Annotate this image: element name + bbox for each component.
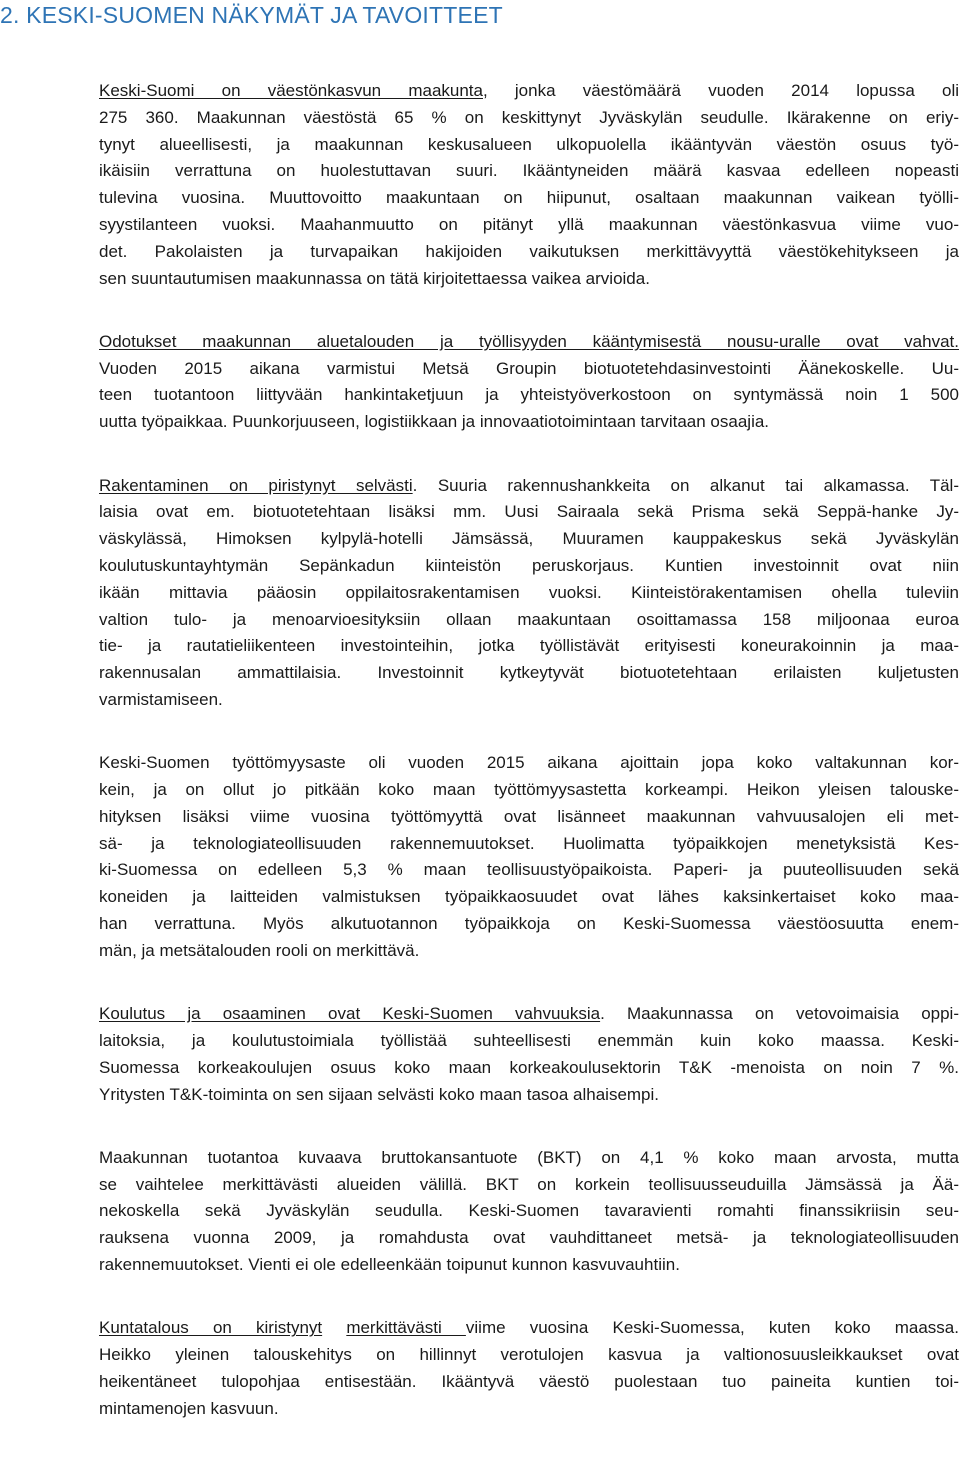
text-run: män, ja metsätalouden rooli on merkittävä. — [99, 940, 420, 960]
text-run: Yritysten T&K-toiminta on sen sijaan selvästi koko maan tasoa alhaisempi. — [99, 1084, 660, 1104]
paragraph — [99, 78, 959, 292]
text-run: väskylässä, Himoksen kylpylä-hotelli Jämsässä, Muuramen kauppakeskus sekä Jyväskylän — [99, 529, 959, 549]
text-run: laitoksia, ja koulutustoimiala työllistää suhteellisesti enemmän kuin koko maassa. Keski- — [99, 1030, 959, 1050]
underlined-text: merkittävästi — [346, 1318, 466, 1338]
text-line — [99, 884, 959, 911]
paragraph — [99, 750, 959, 964]
text-run — [322, 1318, 346, 1337]
text-run: ikään mittavia pääosin oppilaitosrakentamisen vuoksi. Kiinteistörakentamisen ohella tuleviin — [99, 582, 959, 602]
text-run: syystilanteen vuoksi. Maahanmuutto on pitänyt yllä maakunnan väestönkasvua viime vuo- — [99, 214, 959, 234]
text-run: hityksen lisäksi viime vuosina työttömyyttä ovat lisänneet maakunnan vahvuusalojen eli met- — [99, 806, 959, 826]
text-line — [99, 239, 959, 266]
text-run: nekoskella sekä Jyväskylän seudulla. Keski-Suomen tavaravienti romahti finanssikriisin seu- — [99, 1201, 959, 1221]
text-line — [99, 1082, 959, 1109]
paragraph — [99, 1001, 959, 1108]
text-line — [99, 553, 959, 580]
text-run: , jonka väestömäärä vuoden 2014 lopussa oli — [482, 81, 959, 100]
text-run: Heikko yleinen talouskehitys on hillinnyt verotulojen kasvua ja valtionosuusleikkaukset ovat — [99, 1345, 959, 1365]
text-line — [99, 1342, 959, 1369]
text-line — [99, 105, 959, 132]
text-run: kein, ja on ollut jo pitkään koko maan työttömyysastetta korkeampi. Heikon yleisen talouske- — [99, 780, 959, 800]
text-run: tulevina vuosina. Muuttovoitto maakuntaan on hiipunut, osaltaan maakunnan vaikean työlli- — [99, 188, 959, 208]
underlined-text: Odotukset maakunnan aluetalouden ja työllisyyden kääntymisestä nousu-uralle ovat vahvat. — [99, 331, 959, 351]
underlined-text: Keski-Suomi on väestönkasvun maakunta — [99, 81, 483, 100]
text-line — [99, 132, 959, 159]
text-run: se vaihtelee merkittävästi alueiden välillä. BKT on korkein teollisuusseuduilla Jämsässä ja Ää- — [99, 1174, 959, 1194]
underlined-text: Rakentaminen on piristynyt selvästi — [99, 475, 413, 495]
text-run: . Maakunnassa on vetovoimaisia oppi- — [600, 1004, 959, 1024]
text-line — [99, 777, 959, 804]
paragraph — [99, 1145, 959, 1279]
text-line — [99, 687, 959, 714]
text-line — [99, 607, 959, 634]
text-line — [99, 78, 959, 105]
text-line — [99, 1252, 959, 1279]
text-run: sen suuntautumisen maakunnassa on tätä kirjoitettaessa vaikea arvioida. — [99, 268, 650, 288]
text-line — [99, 857, 959, 884]
text-line — [99, 1369, 959, 1396]
text-line — [99, 526, 959, 553]
text-run: . Suuria rakennushankkeita on alkanut tai alkamassa. Täl- — [412, 475, 959, 495]
text-line — [99, 1315, 959, 1342]
text-run: tynyt alueellisesti, ja maakunnan keskusalueen ulkopuolella ikääntyvän väestön osuus työ- — [99, 134, 959, 154]
text-line — [99, 1028, 959, 1055]
text-run: rakennusalan ammattilaisia. Investoinnit kytkeytyvät biotuotetehtaan erilaisten kuljetusten — [99, 663, 959, 683]
text-run: heikentäneet tulopohjaa entisestään. Ikääntyvä väestö puolestaan tuo paineita kuntien toi- — [99, 1371, 959, 1391]
text-line — [99, 633, 959, 660]
text-run: sä- ja teknologiateollisuuden rakennemuutokset. Huolimatta työpaikkojen menetyksistä Kes- — [99, 833, 959, 853]
text-line — [99, 1198, 959, 1225]
text-line — [99, 831, 959, 858]
text-run: rakennemuutokset. Vienti ei ole edelleenkään toipunut kunnon kasvuvauhtiin. — [99, 1254, 680, 1274]
text-line — [99, 409, 959, 436]
text-run: uutta työpaikkaa. Puunkorjuuseen, logistiikkaan ja innovaatiotoimintaan tarvitaan osaajia. — [99, 412, 770, 432]
text-line — [99, 185, 959, 212]
text-run: Vuoden 2015 aikana varmistui Metsä Groupin biotuotetehdasinvestointi Äänekoskelle. Uu- — [99, 358, 959, 378]
text-run: mintamenojen kasvuun. — [99, 1398, 279, 1418]
text-run: tie- ja rautatieliikenteen investointeihin, jotka työllistävät erityisesti koneurakoinnin ja maa- — [99, 636, 959, 656]
text-line — [99, 266, 959, 293]
text-line — [99, 329, 959, 356]
text-line — [99, 1001, 959, 1028]
text-run: det. Pakolaisten ja turvapaikan hakijoiden vaikutuksen merkittävyyttä väestökehitykseen ja — [99, 241, 959, 261]
underlined-text: Koulutus ja osaaminen ovat Keski-Suomen vahvuuksia — [99, 1004, 601, 1024]
text-run: viime vuosina Keski-Suomessa, kuten koko maassa. — [465, 1318, 959, 1338]
text-line — [99, 580, 959, 607]
text-run: Suomessa korkeakoulujen osuus koko maan korkeakoulusektorin T&K -menoista on noin 7 %. — [99, 1057, 959, 1077]
text-line — [99, 499, 959, 526]
text-line — [99, 158, 959, 185]
text-run: teen tuotantoon liittyvään hankintaketjuun ja yhteistyöverkostoon on syntymässä noin 1 500 — [99, 385, 959, 405]
text-line — [99, 750, 959, 777]
text-run: ki-Suomessa on edelleen 5,3 % maan teollisuustyöpaikoista. Paperi- ja puuteollisuuden sekä — [99, 860, 959, 880]
text-line — [99, 1396, 959, 1423]
text-line — [99, 356, 959, 383]
text-run: Keski-Suomen työttömyysaste oli vuoden 2015 aikana ajoittain jopa koko valtakunnan kor- — [99, 753, 959, 773]
paragraph — [99, 473, 959, 714]
text-line — [99, 1145, 959, 1172]
text-line — [99, 911, 959, 938]
text-line — [99, 660, 959, 687]
section-heading: 2. KESKI-SUOMEN NÄKYMÄT JA TAVOITTEET — [0, 2, 503, 28]
text-run: 275 360. Maakunnan väestöstä 65 % on keskittynyt Jyväskylän seudulle. Ikärakenne on eriy- — [99, 107, 959, 127]
text-line — [99, 382, 959, 409]
text-line — [99, 473, 959, 500]
text-run: koneiden ja laitteiden valmistuksen työpaikkaosuudet ovat lähes kaksinkertaiset koko maa- — [99, 887, 959, 907]
text-run: rauksena vuonna 2009, ja romahdusta ovat vauhdittaneet metsä- ja teknologiateollisuuden — [99, 1228, 959, 1248]
text-run: han verrattuna. Myös alkutuotannon työpaikkoja on Keski-Suomessa väestöosuutta enem- — [99, 914, 959, 934]
paragraph — [99, 1315, 959, 1422]
text-run: ikäisiin verrattuna on huolestuttavan suuri. Ikääntyneiden määrä kasvaa edelleen nopeasti — [99, 161, 959, 181]
text-run: koulutuskuntayhtymän Sepänkadun kiinteistön peruskorjaus. Kuntien investoinnit ovat niin — [99, 555, 959, 575]
text-line — [99, 804, 959, 831]
paragraph — [99, 329, 959, 436]
text-run: varmistamiseen. — [99, 689, 223, 709]
document-body — [99, 78, 959, 1459]
text-run: laisia ovat em. biotuotetehtaan lisäksi mm. Uusi Sairaala sekä Prisma sekä Seppä-hanke Jy- — [99, 502, 959, 522]
text-run: Maakunnan tuotantoa kuvaava bruttokansantuote (BKT) on 4,1 % koko maan arvosta, mutta — [99, 1147, 959, 1167]
text-line — [99, 212, 959, 239]
text-line — [99, 1055, 959, 1082]
text-line — [99, 1225, 959, 1252]
text-line — [99, 1172, 959, 1199]
text-run: valtion tulo- ja menoarvioesityksiin ollaan maakuntaan osoittamassa 158 miljoonaa euroa — [99, 609, 959, 629]
text-line — [99, 938, 959, 965]
underlined-text: Kuntatalous on kiristynyt — [99, 1318, 323, 1338]
